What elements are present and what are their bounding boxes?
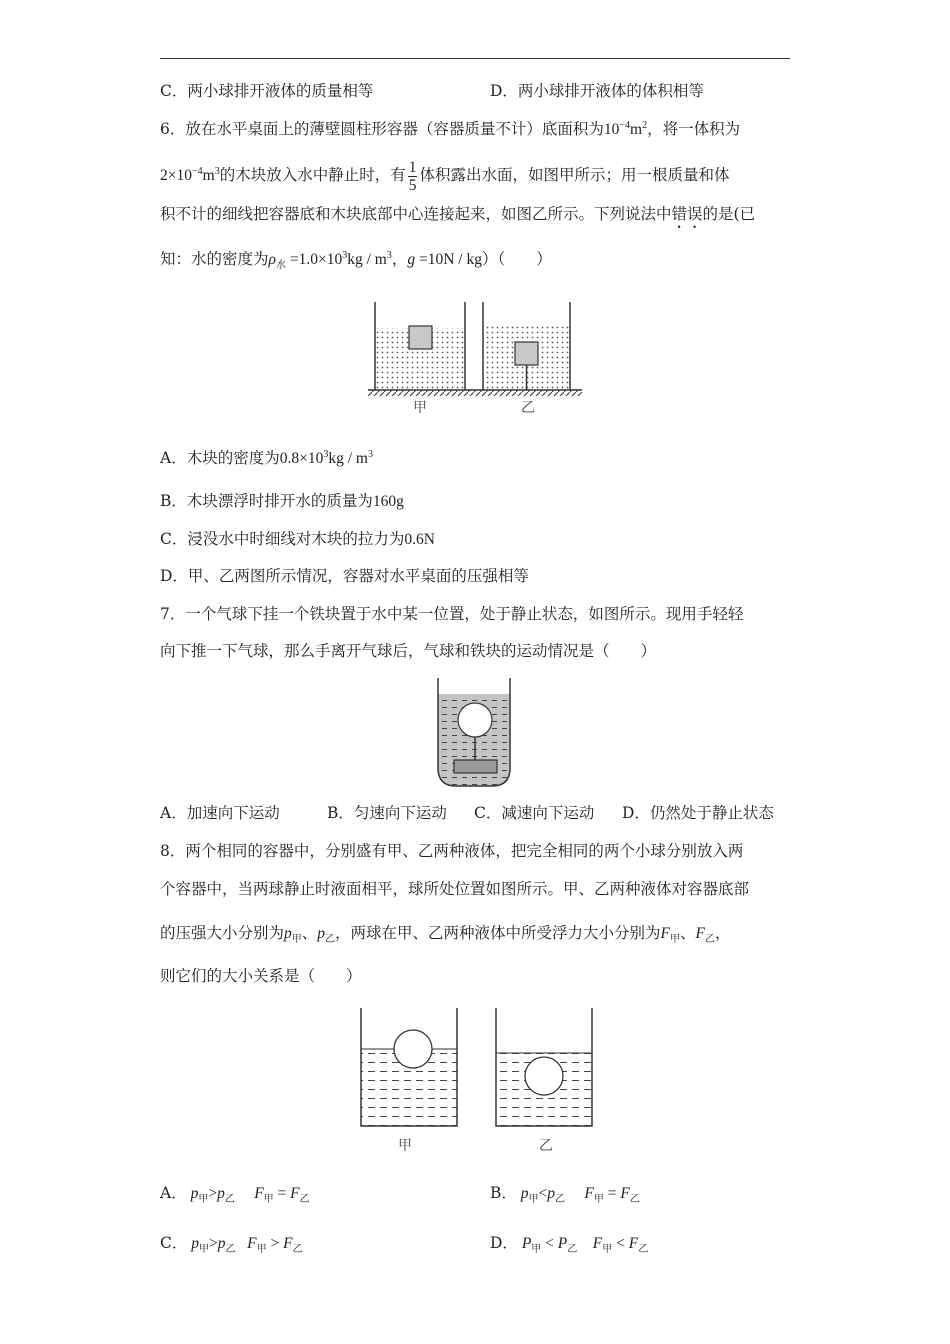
q6-stem-line1: 6．放在水平桌面上的薄壁圆柱形容器（容器质量不计）底面积为$10^{-4}m^2$，将一体积为 xyxy=(160,119,741,138)
q6-container-yi xyxy=(483,302,570,390)
q8-ball-jia xyxy=(394,1030,432,1068)
q8-option-c[interactable]: C． $p_甲>p_乙$ $F_甲 > F_乙$ xyxy=(160,1234,303,1256)
q6-water-density: $\rho_水 =1.0\times 10^3kg / m^3$ xyxy=(268,249,392,272)
q7-option-c[interactable]: C．减速向下运动 xyxy=(474,804,595,822)
q6-option-a[interactable]: A．木块的密度为$0.8\times 10^3kg / m^3$ xyxy=(160,448,373,467)
q6-option-b[interactable]: B．木块漂浮时排开水的质量为160g xyxy=(160,492,404,510)
q6-stem-line3: 积不计的细线把容器底和木块底部中心连接起来，如图乙所示。下列说法中错误的是(已 xyxy=(160,205,756,223)
q6-stem-line4: 知：水的密度为$\rho_水 =1.0\times 10^3kg / m^3$，g =10N / kg）（ ） xyxy=(160,249,552,272)
q8-figure xyxy=(355,1004,600,1130)
q6-fraction-one-fifth: $\frac{1}{5}$ xyxy=(408,158,417,194)
q6-area-value: $10^{-4}m^2$ xyxy=(603,119,648,138)
q6-stem-line2: $2\times 10^{-4}m^3$的木块放入水中静止时，有 $\frac{1}{5}$ 体积露出水面，如图甲所示；用一根质量和体 xyxy=(160,158,730,194)
q7-option-d[interactable]: D．仍然处于静止状态 xyxy=(622,804,774,822)
q8-option-a[interactable]: A． $p_甲>p_乙$ $F_甲 = F_乙$ xyxy=(160,1184,310,1206)
q5-option-d[interactable]: D．两小球排开液体的体积相等 xyxy=(490,82,704,100)
q6-option-d[interactable]: D．甲、乙两图所示情况，容器对水平桌面的压强相等 xyxy=(160,567,529,585)
q7-iron-block xyxy=(454,760,497,773)
q8-stem-line1: 8．两个相同的容器中，分别盛有甲、乙两种液体，把完全相同的两个小球分别放入两 xyxy=(160,842,744,860)
q6-gravity: g =10N / kg xyxy=(407,251,482,268)
q6-label-yi: 乙 xyxy=(521,400,535,416)
q8-stem-line4: 则它们的大小关系是（ ） xyxy=(160,967,362,985)
q6-wood-block-yi xyxy=(515,342,538,365)
q6-volume-value: $2\times 10^{-4}m^3$ xyxy=(160,165,220,184)
q7-option-a[interactable]: A．加速向下运动 xyxy=(160,804,280,822)
q6-option-c[interactable]: C．浸没水中时细线对木块的拉力为0.6N xyxy=(160,530,435,548)
q6-wood-block-jia xyxy=(409,326,432,349)
q5-option-c[interactable]: C．两小球排开液体的质量相等 xyxy=(160,82,374,100)
q6-figure xyxy=(366,296,591,416)
q8-option-d[interactable]: D． $P_甲 < P_乙$ $F_甲 < F_乙$ xyxy=(490,1234,649,1256)
q7-figure xyxy=(431,676,517,790)
q7-stem-line1: 7．一个气球下挂一个铁块置于水中某一位置，处于静止状态，如图所示。现用手轻轻 xyxy=(160,605,744,623)
q8-option-b[interactable]: B． $p_甲<p_乙$ $F_甲 = F_乙$ xyxy=(490,1184,640,1206)
q7-option-b[interactable]: B．匀速向下运动 xyxy=(327,804,447,822)
q8-stem-line3: 的压强大小分别为$p_甲$、$p_乙$，两球在甲、乙两种液体中所受浮力大小分别为$F_甲$、$F_乙$， xyxy=(160,924,731,946)
q6-emphasis-wrong: 错误 xyxy=(671,205,703,223)
q8-stem-line2: 个容器中，当两球静止时液面相平，球所处位置如图所示。甲、乙两种液体对容器底部 xyxy=(160,880,750,898)
q8-container-jia xyxy=(361,1008,457,1126)
q8-ball-yi xyxy=(525,1057,563,1095)
header-rule xyxy=(160,58,790,59)
q6-container-jia xyxy=(375,302,465,390)
q6-label-jia: 甲 xyxy=(413,400,427,416)
q8-container-yi xyxy=(496,1008,592,1126)
q7-stem-line2: 向下推一下气球，那么手离开气球后，气球和铁块的运动情况是（ ） xyxy=(160,642,657,660)
q7-balloon xyxy=(458,703,492,737)
q8-label-jia: 甲 xyxy=(398,1138,412,1154)
q8-label-yi: 乙 xyxy=(539,1138,553,1154)
